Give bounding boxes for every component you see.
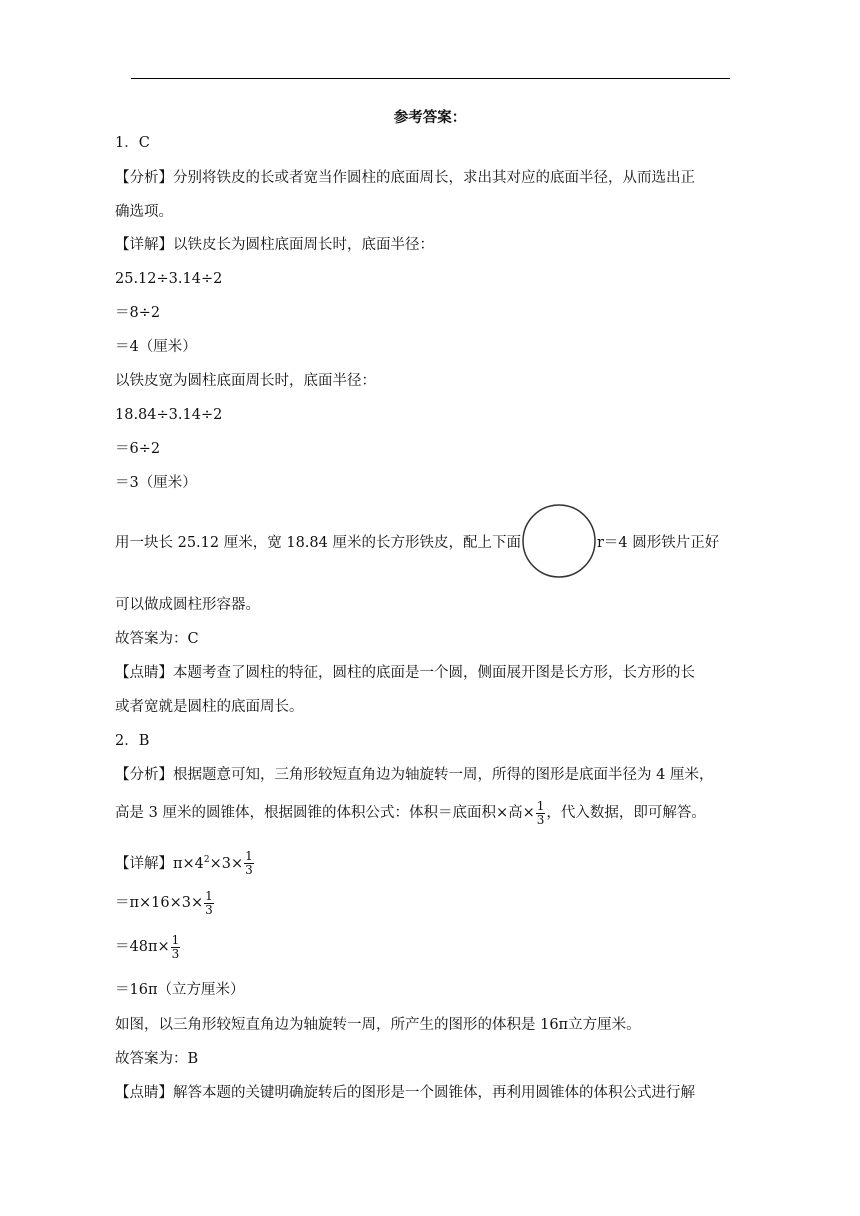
fraction — [244, 850, 254, 877]
fraction-denominator: 3 — [245, 863, 253, 878]
calc-step — [115, 886, 215, 920]
answer-text: 故答案为：C — [115, 631, 199, 647]
fraction-numerator: 1 — [171, 932, 180, 947]
conclusion-text: 如图，以三角形较短直角边为轴旋转一周，所产生的图形的体积是 16π立方厘米。 — [115, 1017, 641, 1033]
fraction — [204, 890, 214, 917]
circle-figure — [521, 503, 597, 579]
exponent: 2 — [203, 855, 210, 865]
fraction-denominator: 3 — [205, 902, 213, 917]
fraction-denominator: 3 — [171, 946, 180, 961]
fraction-numerator: 1 — [536, 798, 545, 813]
detail-expr-rest: ×3× — [209, 855, 244, 872]
calc-line: ＝4（厘米） — [115, 339, 197, 355]
fraction — [171, 934, 181, 961]
calc-step-text: ＝π×16×3× — [115, 895, 204, 911]
header-rule — [131, 78, 730, 79]
circle-sentence — [115, 505, 719, 581]
fraction-numerator: 1 — [205, 888, 213, 903]
calc-line: ＝6÷2 — [115, 441, 161, 457]
analysis-text: 【分析】分别将铁皮的长或者宽当作圆柱的底面周长，求出其对应的底面半径，从而选出正 — [115, 170, 695, 186]
detail-text: 【详解】以铁皮长为圆柱底面周长时，底面半径： — [115, 237, 434, 253]
comment-text: 【点睛】解答本题的关键明确旋转后的图形是一个圆锥体，再利用圆锥体的体积公式进行解 — [115, 1085, 695, 1101]
detail-label: 【详解】 — [115, 855, 173, 872]
fraction — [536, 800, 546, 827]
formula-after: ，代入数据，即可解答。 — [546, 805, 706, 821]
fraction-numerator: 1 — [245, 849, 253, 864]
analysis-text: 【分析】根据题意可知，三角形较短直角边为轴旋转一周，所得的图形是底面半径为 4 厘米， — [115, 767, 714, 783]
formula-before: 高是 3 厘米的圆锥体，根据圆锥的体积公式：体积＝底面积×高× — [115, 805, 535, 821]
answer-number: 1．C — [115, 135, 150, 151]
answer-number: 2．B — [115, 733, 150, 749]
calc-line: 18.84÷3.14÷2 — [115, 407, 223, 423]
conclusion-text: 可以做成圆柱形容器。 — [115, 597, 260, 613]
comment-text-cont: 或者宽就是圆柱的底面周长。 — [115, 699, 304, 715]
calc-line: ＝3（厘米） — [115, 475, 197, 491]
circle-sentence-before: 用一块长 25.12 厘米，宽 18.84 厘米的长方形铁皮，配上下面 — [115, 535, 521, 551]
calc-step-text: ＝48π× — [115, 939, 170, 955]
comment-text: 【点睛】本题考查了圆柱的特征，圆柱的底面是一个圆，侧面展开图是长方形，长方形的长 — [115, 665, 695, 681]
answer-text: 故答案为：B — [115, 1051, 199, 1067]
calc-line: ＝16π（立方厘米） — [115, 982, 245, 998]
page-title: 参考答案： — [393, 109, 467, 126]
calc-line: 25.12÷3.14÷2 — [115, 271, 223, 287]
calc-line: ＝8÷2 — [115, 305, 161, 321]
analysis-text-cont: 确选项。 — [115, 204, 173, 220]
detail-expr: π×4 — [173, 855, 204, 872]
calc-step — [115, 930, 181, 964]
fraction-denominator: 3 — [536, 812, 545, 827]
formula-sentence — [115, 796, 706, 830]
circle-sentence-after: r＝4 圆形铁片正好 — [596, 535, 720, 551]
detail-formula — [115, 843, 255, 881]
detail-text: 以铁皮宽为圆柱底面周长时，底面半径： — [115, 373, 376, 389]
